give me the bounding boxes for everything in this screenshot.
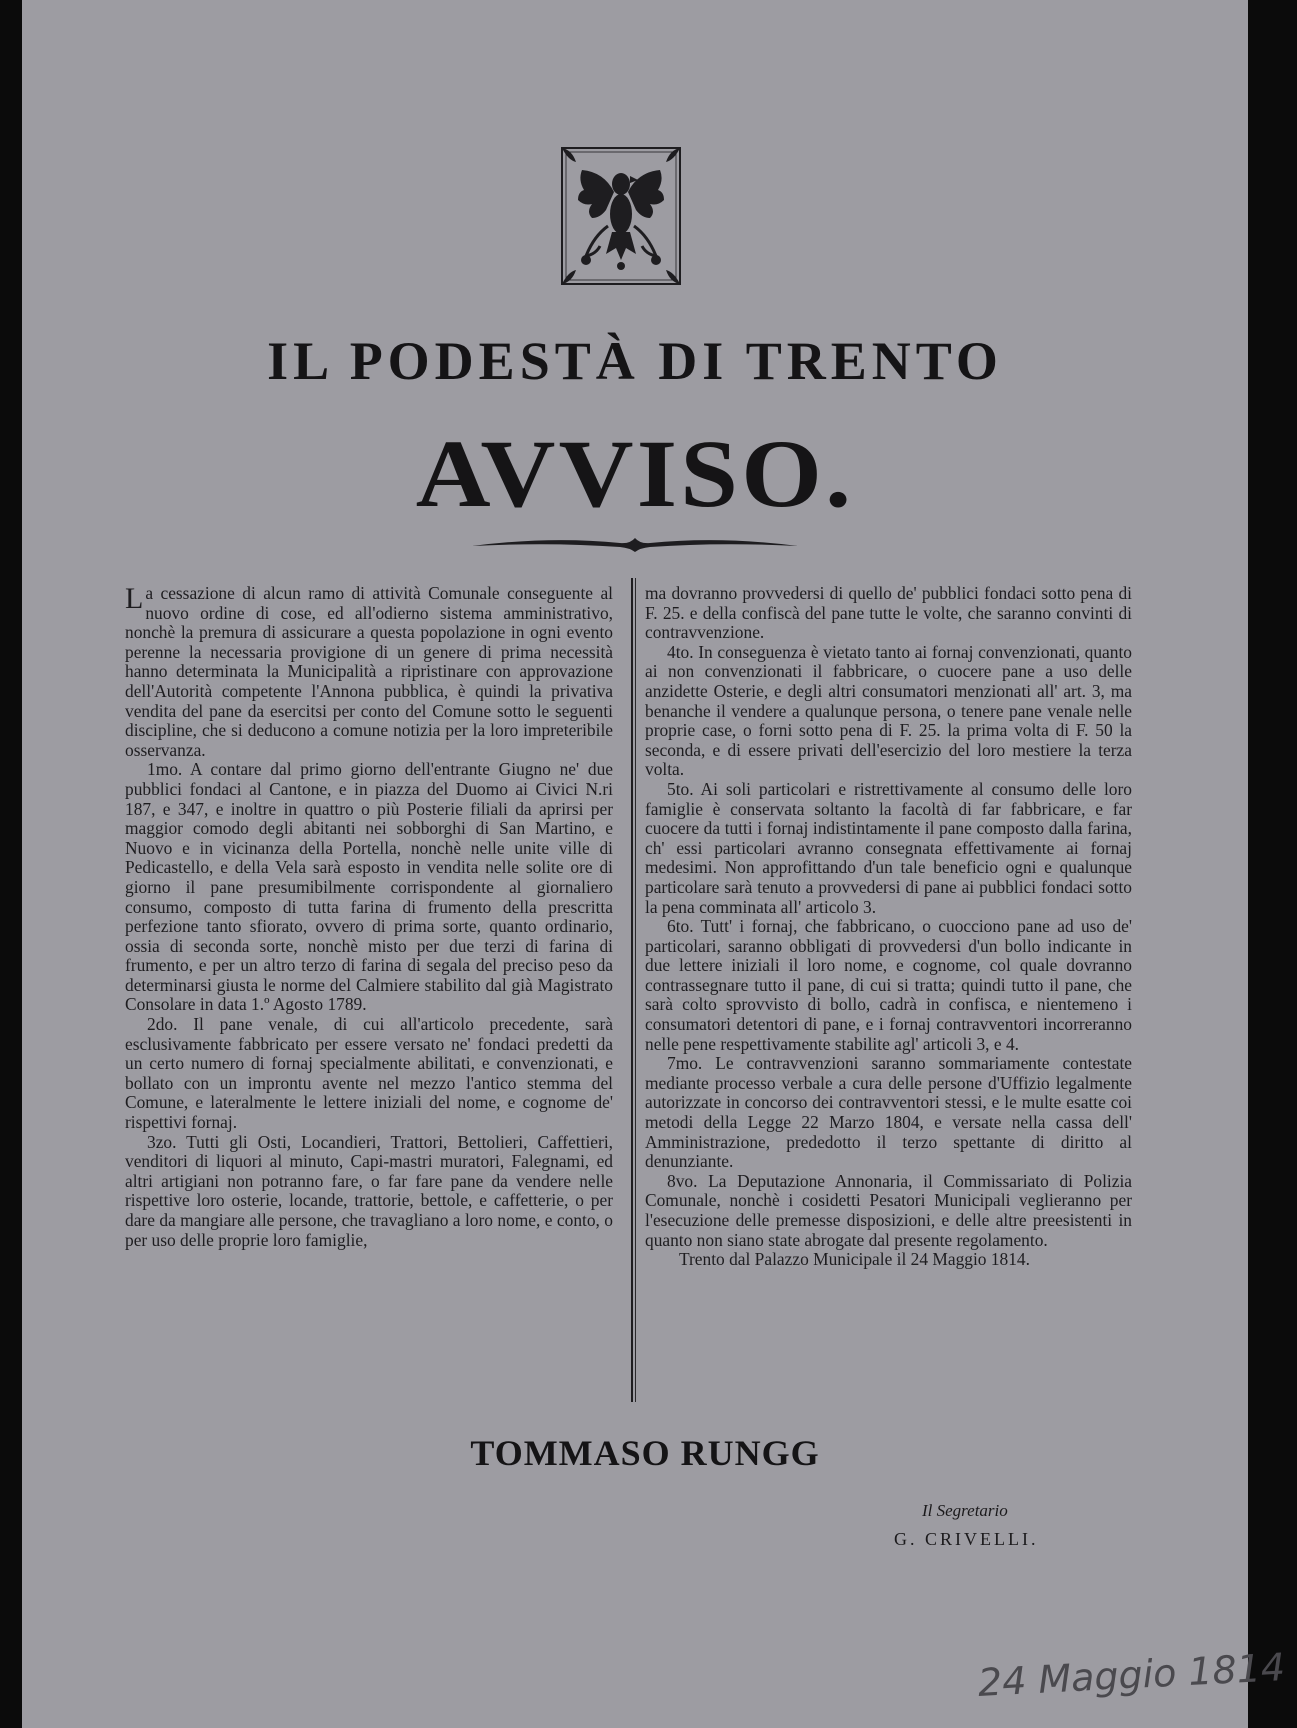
article-3: 3zo. Tutti gli Osti, Locandieri, Trattori, Bettolieri, Caffettieri, venditori di liquori al minuto, Capi-mastri muratori, Falegnami, ed altri artigiani non potranno fare, o far fare pane da vendere nelle rispettive loro osterie, locande, trattorie, bettole, e caffetterie, o per dare da mangiare alle persone, che travagliano a loro nome, e conto, o per uso delle proprie loro famiglie, (125, 1131, 613, 1250)
date-line: Trento dal Palazzo Municipale il 24 Maggio 1814. (679, 1249, 1030, 1270)
article-2: 2do. Il pane venale, di cui all'articolo precedente, sarà esclusivamente fabbricato per essere versato ne' fondaci predetti da un certo numero di fornaj specialmente abilitati, e convenzionati, e bollato con un improntu avente nel mezzo l'antico stemma del Comune, e lateralmente le lettere iniziali del nome, e cognome de' rispettivi fornaj. (125, 1014, 613, 1133)
issuer-heading: IL PODESTÀ DI TRENTO (267, 331, 1003, 391)
secretary-role: Il Segretario (922, 1501, 1008, 1520)
divider-line (631, 578, 633, 1402)
poster-sheet (22, 0, 1287, 1728)
notice-title: AVVISO. (415, 420, 855, 527)
article-6: 6to. Tutt' i fornaj, che fabbricano, o cuocciono pane ad uso de' particolari, saranno obbligati di provvedersi d'un bollo indicante in due lettere iniziali il loro nome, e cognome, col quale dovranno contrassegnare tutto il pane, di cui si tratta; quindi tutto il pane, che sarà colto sprovvisto di bollo, cadrà in confisca, e nientemeno i consumatori detentori di pane, e i fornaj contravventori incorreranno nelle pene respettivamente stabilite agl' articoli 3, e 4. (645, 916, 1132, 1054)
article-3-continued: ma dovranno provvedersi di quello de' pubblici fondaci sotto pena di F. 25. e della confiscà del pane tutte le volte, che saranno convinti di contravvenzione. (645, 583, 1132, 643)
paragraph-text: a cessazione di alcun ramo di attività Comunale conseguente al nuovo ordine di cose, ed all'odierno sistema amministrativo, nonchè la premura di assicurare a questa popolazione in ogni evento perenne la necessaria provigione di un genere di prima necessità hanno determinata la Municipalità a ripristinare con approvazione dell'Autorità competente l'Annona pubblica, è quindi la privativa vendita del pane da esercitsi per conto del Comune sotto le seguenti discipline, che si deducono a comune notizia per la loro impreteribile osservanza. (125, 583, 613, 760)
eagle-icon (556, 142, 686, 290)
article-5: 5to. Ai soli particolari e ristrettivamente al consumo delle loro famiglie è conservata soltanto la facoltà di far fabbricare, e far cuocere da tutti i fornaj indistintamente il pane composto dalla farina, ch' essi particolari avranno consegnata effettivamente ai fornaj medesimi. Non approfittando d'un tale beneficio ogni e qualunque particolare sarà tenuto a provvedersi di pane ai pubblici fondaci sotto la pena comminata all' articolo 3. (645, 778, 1132, 917)
divider-line (635, 578, 636, 1402)
paragraph-intro (125, 584, 613, 760)
handwritten-annotation (974, 1640, 1287, 1710)
ornamental-rule (470, 534, 800, 554)
secretary-name: G. CRIVELLI. (894, 1529, 1039, 1549)
signatory-name: TOMMASO RUNGG (470, 1433, 820, 1473)
drop-cap: L (125, 582, 144, 615)
column-divider (631, 578, 637, 1402)
right-column (645, 584, 1132, 1270)
article-4: 4to. In conseguenza è vietato tanto ai fornaj convenzionati, quanto ai non convenzionati il fabbricare, o cuocere pane a uso delle anzidette Osterie, e degli altri consumatori menzionati all' art. 3, ma benanche il vendere a qualunque persona, o tenere pane venale nelle proprie case, o forni sotto pena di F. 25. la prima volta di F. 50 la seconda, e di essere privati dell'esercizio del loro mestiere la terza volta. (645, 641, 1132, 780)
handwritten-date: 24 Maggio 1814 (976, 1645, 1287, 1706)
article-1: 1mo. A contare dal primo giorno dell'entrante Giugno ne' due pubblici fondaci al Cantone, e in piazza del Duomo ai Civici N.ri 187, e 347, e inoltre in quattro o più Posterie filiali da aprirsi per maggior comodo degli abitanti nei sobborghi di San Martino, e Nuovo e in vicinanza della Portella, nonchè nelle unite ville di Pedicastello, e della Vela sarà esposto in vendita nelle solite ore di giorno il pane presumibilmente corrispondente al giornaliero consumo, composto di tutta farina di frumento della prescritta perfezione tanto sfiorato, ovvero di prima sorte, quanto ordinario, ossia di seconda sorte, nonchè misto per due terzi di farina di frumento, e per un altro terzo di farina di segala del preciso peso da determinarsi giusta le norme del Calmiere stabilito dal già Magistrato Consolare in data 1.º Agosto 1789. (125, 759, 613, 1015)
article-8: 8vo. La Deputazione Annonaria, il Commissariato di Polizia Comunale, nonchè i cosidetti Pesatori Municipali veglieranno per l'esecuzione delle premesse disposizioni, e delle altre preesistenti in quanto non siano state abrogate dal presente regolamento. (645, 1170, 1132, 1250)
left-column (125, 584, 613, 1250)
article-7: 7mo. Le contravvenzioni saranno sommariamente contestate mediante processo verbale a cura delle persone d'Uffizio legalmente autorizzate in concorso dei contravventori stessi, e le multe esatte coi metodi della Legge 22 Marzo 1804, e versate nella cassa dell' Amministrazione, prededotto il terzo spettante di diritto al denunziante. (645, 1053, 1132, 1172)
